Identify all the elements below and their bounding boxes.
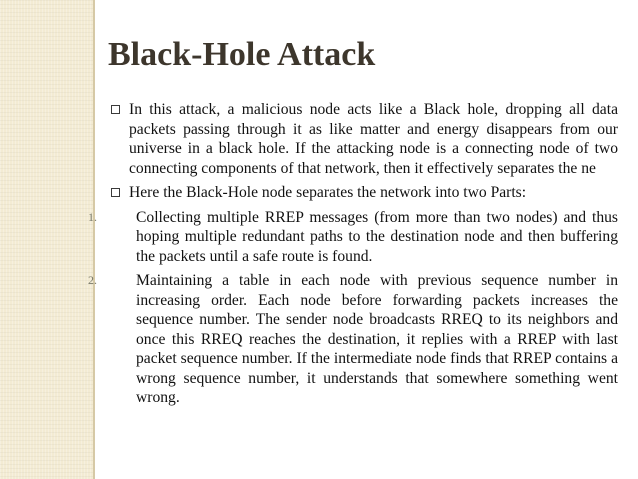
numbered-text: Collecting multiple RREP messages (from more than two nodes) and thus hoping multiple redundant paths to the destination node and then buffering the packets until a safe route is found. [136,208,618,265]
numbered-item [88,208,618,267]
slide-body [88,100,618,413]
slide-title: Black-Hole Attack [108,36,376,73]
item-number: 1. [88,209,97,224]
numbered-text: Maintaining a table in each node with previous sequence number in increasing order. Each node before forwarding packets increases the sequence number. The sender node broadcasts RREQ to its neighbors and once this RREQ reaches the destination, it replies with a RREP with last packet sequence number. If the intermediate node finds that RREP contains a wrong sequence number, it understands that somewhere something went wrong. [136,272,618,406]
bullet-item [106,183,618,203]
square-bullet-icon [111,105,120,114]
item-number: 2. [88,273,97,287]
bullet-text: Here the Black-Hole node separates the network into two Parts: [129,184,527,201]
side-divider [93,0,95,479]
bullet-text: In this attack, a malicious node acts like a Black hole, dropping all data packets passing through it as like matter and energy disappears from our universe in a black hole. If the attacking node is a connecting node of two connecting components of that network, then it effectively separates the ne [129,101,618,177]
bullet-item [106,100,618,178]
decorative-side-panel [0,0,93,479]
numbered-item [88,271,618,408]
square-bullet-icon [111,188,120,197]
